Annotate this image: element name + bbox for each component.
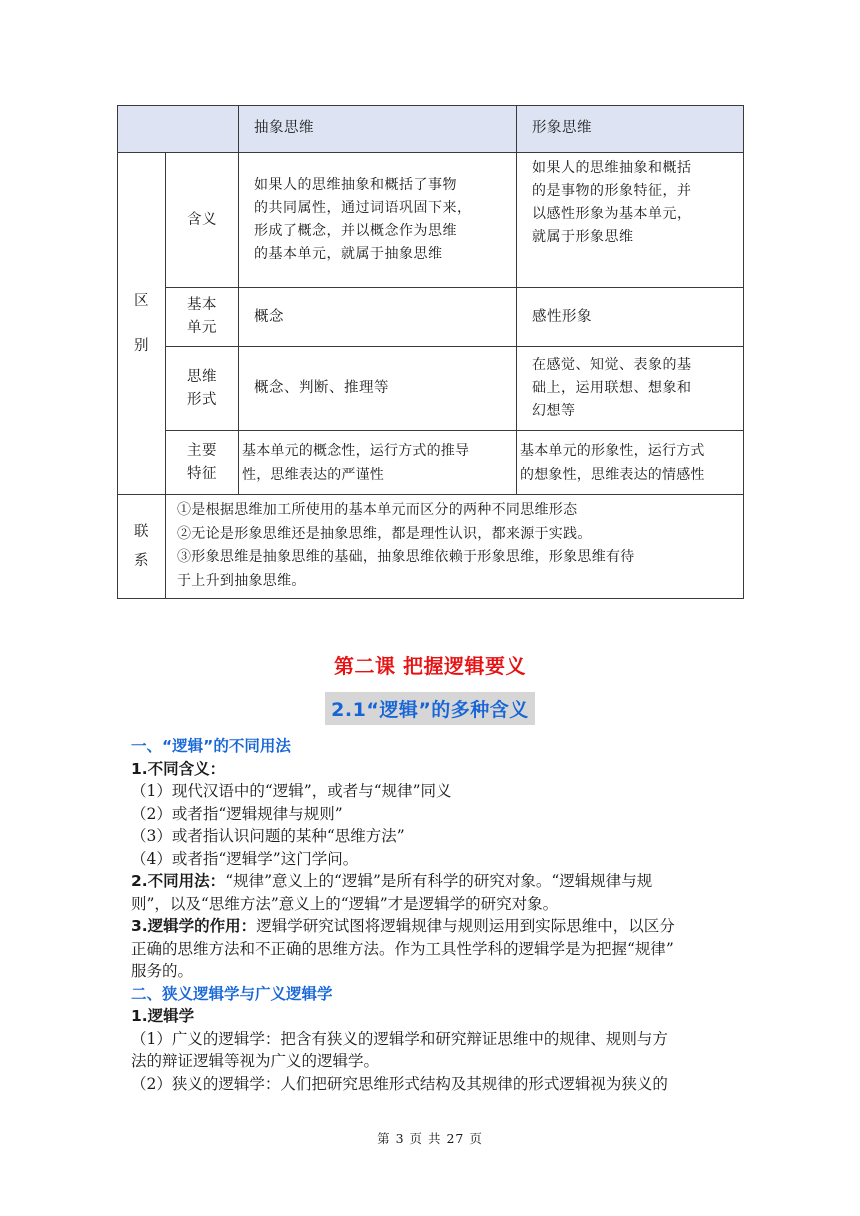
- comparison-table: [117, 105, 744, 599]
- cell-features-image: 基本单元的形象性，运行方式 的想象性，思维表达的情感性: [520, 442, 705, 483]
- heading-different-usages: 一、“逻辑”的不同用法: [131, 737, 291, 755]
- row-label-connection: 联 系: [134, 523, 149, 569]
- para-logic-role-end: 服务的。: [131, 962, 194, 980]
- list-item: （2）或者指“逻辑规律与规则”: [131, 804, 343, 823]
- para-broad-logic: （1）广义的逻辑学：把含有狭义的逻辑学和研究辩证思维中的规律、规则与方: [131, 1029, 668, 1048]
- cell-meaning-image: 如果人的思维抽象和概括 的是事物的形象特征，并 以感性形象为基本单元， 就属于形象思维: [532, 160, 692, 245]
- connection-point-1: ①是根据思维加工所使用的基本单元而区分的两种不同思维形态: [177, 502, 578, 518]
- para-logic-role: 3.逻辑学的作用：逻辑学研究试图将逻辑规律与规则运用到实际思维中，以区分: [131, 917, 675, 935]
- para-logic-label: 1.逻辑学: [131, 1007, 195, 1025]
- cell-basic-unit-abstract: 概念: [254, 308, 284, 325]
- list-item: （1）现代汉语中的“逻辑”，或者与“规律”同义: [131, 782, 452, 800]
- connection-point-3: ③形象思维是抽象思维的基础，抽象思维依赖于形象思维，形象思维有待: [177, 549, 635, 565]
- cell-connection-text: [177, 499, 737, 595]
- cell-meaning-abstract: 如果人的思维抽象和概括了事物 的共同属性，通过词语巩固下来， 形成了概念，并以概念作为思维 的基本单元，就属于抽象思维: [254, 177, 472, 262]
- row-label-basic-unit: 基本 单元: [187, 297, 217, 336]
- row-label-main-features: 主要 特征: [187, 442, 217, 482]
- lesson-title: 第二课 把握逻辑要义: [334, 654, 526, 678]
- connection-point-3-cont: 于上升到抽象思维。: [177, 572, 306, 589]
- list-item: （4）或者指“逻辑学”这门学问。: [131, 849, 359, 868]
- body-content: [131, 735, 743, 1095]
- cell-features-abstract: 基本单元的概念性，运行方式的推导 性，思维表达的严谨性: [242, 442, 470, 483]
- group-label-difference: 区 别: [134, 292, 149, 354]
- para-different-usages: 2.不同用法：“规律”意义上的“逻辑”是所有科学的研究对象。“逻辑规律与规: [131, 872, 653, 890]
- para-logic-role-cont: 正确的思维方法和不正确的思维方法。作为工具性学科的逻辑学是为把握“规律”: [131, 939, 674, 958]
- row-label-thinking-form: 思维 形式: [187, 368, 217, 408]
- para-broad-logic-cont: 法的辩证逻辑等视为广义的逻辑学。: [131, 1052, 380, 1070]
- para-different-usages-cont: 则”，以及“思维方法”意义上的“逻辑”才是逻辑学的研究对象。: [131, 894, 559, 913]
- cell-thinking-form-abstract: 概念、判断、推理等: [254, 380, 389, 396]
- para-narrow-logic: （2）狭义的逻辑学：人们把研究思维形式结构及其规律的形式逻辑视为狭义的: [131, 1074, 668, 1093]
- para-different-meanings-label: 1.不同含义：: [131, 759, 226, 778]
- list-item: （3）或者指认识问题的某种“思维方法”: [131, 827, 405, 845]
- heading-narrow-broad-logic: 二、狭义逻辑学与广义逻辑学: [131, 984, 333, 1003]
- header-abstract-thinking: 抽象思维: [254, 120, 314, 136]
- row-label-meaning: 含义: [187, 211, 217, 228]
- section-title: 2.1“逻辑”的多种含义: [325, 692, 535, 725]
- page-footer: 第 3 页 共 27 页: [377, 1131, 483, 1146]
- cell-thinking-form-image: 在感觉、知觉、表象的基 础上，运用联想、想象和 幻想等: [532, 357, 692, 419]
- header-image-thinking: 形象思维: [532, 120, 592, 136]
- cell-basic-unit-image: 感性形象: [532, 308, 592, 325]
- connection-point-2: ②无论是形象思维还是抽象思维，都是理性认识，都来源于实践。: [177, 525, 592, 542]
